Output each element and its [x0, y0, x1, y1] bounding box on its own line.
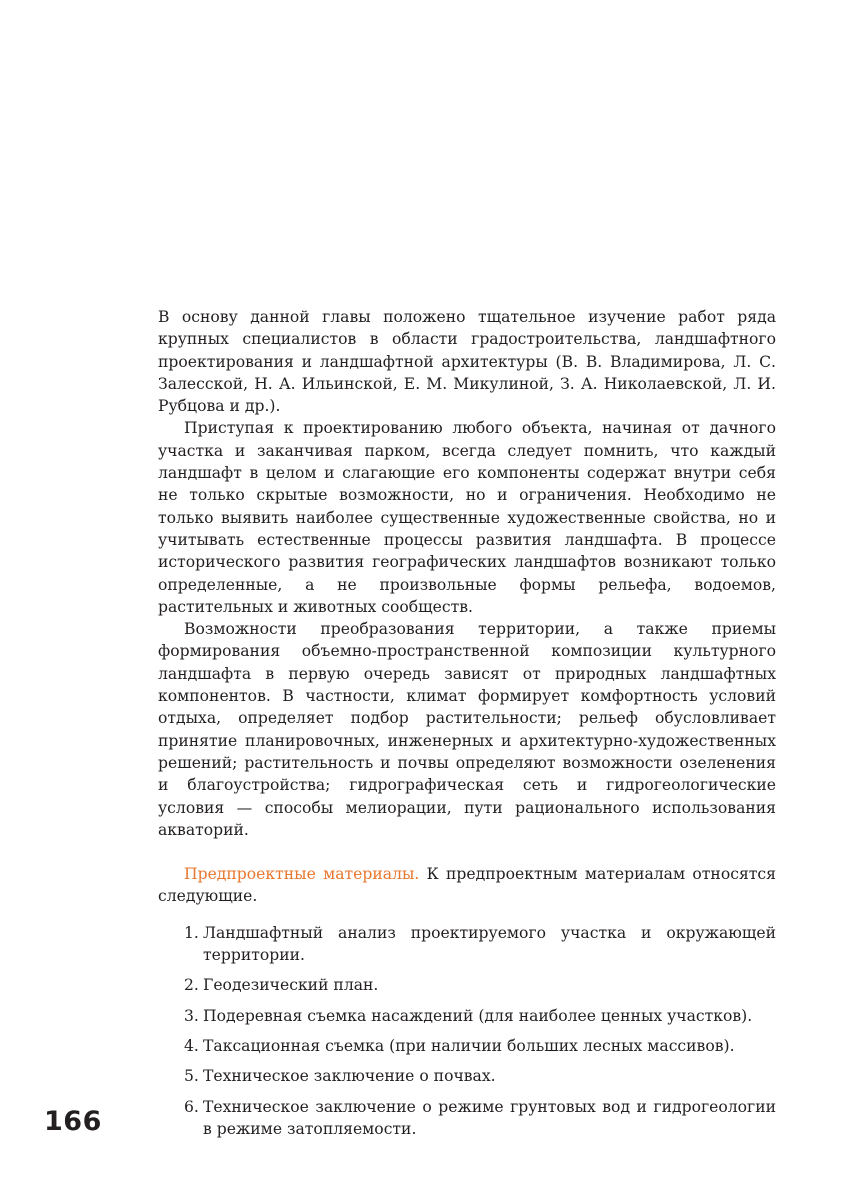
list-item: [158, 974, 776, 996]
list-item: [158, 1096, 776, 1141]
list-item: [158, 922, 776, 967]
list-item-number: 3.: [184, 1006, 199, 1025]
list-item: [158, 1005, 776, 1027]
list-item-number: 6.: [184, 1097, 199, 1116]
list-item-text: Таксационная съемка (при наличии больших лесных массивов).: [203, 1036, 735, 1055]
list-item-text: Ландшафтный анализ проектируемого участка и окружающей территории.: [203, 923, 776, 965]
section-title: Предпроектные материалы.: [184, 865, 420, 884]
list-item-number: 4.: [184, 1036, 199, 1055]
body-text: [158, 306, 776, 1148]
list-item-text: Подеревная съемка насаждений (для наиболее ценных участков).: [203, 1006, 753, 1025]
section-intro: К предпроектным материалам относятся следующие.: [158, 865, 776, 906]
list-item-text: Техническое заключение о почвах.: [203, 1067, 496, 1086]
paragraph-landscape: Приступая к проектированию любого объекта, начиная от дачного участка и заканчивая парком, всегда следует помнить, что каждый ландшафт в целом и слагающие его компоненты содержат внутри себя не только скрытые возможности, но и ограничения. Необходимо не только выявить наиболее существенные художественные свойства, но и учитывать естественные процессы развития ландшафта. В процессе исторического развития географических ландшафтов возникают только определенные, а не произвольные формы рельефа, водоемов, растительных и животных сообществ.: [158, 419, 776, 616]
list-item: [158, 1065, 776, 1087]
list-item-text: Геодезический план.: [203, 976, 379, 995]
paragraph-intro: В основу данной главы положено тщательное изучение работ ряда крупных специалистов в области градостроительства, ландшафтного проектирования и ландшафтной архитектуры (В. В. Владимирова, Л. С. Залесской, Н. А. Ильинской, Е. М. Микулиной, З. А. Николаевской, Л. И. Рубцова и др.).: [158, 308, 776, 416]
section-preproject: [158, 863, 776, 908]
list-item: [158, 1035, 776, 1057]
list-item-number: 5.: [184, 1067, 199, 1086]
list-item-text: Техническое заключение о режиме грунтовых вод и гидрогеологии в режиме затопляемости.: [203, 1097, 776, 1138]
materials-list: [158, 922, 776, 1140]
paragraph-transformation: Возможности преобразования территории, а также приемы формирования объемно-пространственной композиции культурного ландшафта в первую очередь зависят от природных ландшафтных компонентов. В частности, климат формирует комфортность условий отдыха, определяет подбор растительности; рельеф обусловливает принятие планировочных, инженерных и архитектурно-художественных решений; растительность и почвы определяют возможности озеленения и благоустройства; гидрографическая сеть и гидрогеологические условия — способы мелиорации, пути рационального использования акваторий.: [158, 620, 776, 839]
list-item-number: 1.: [184, 923, 199, 942]
list-item-number: 2.: [184, 976, 199, 995]
page-number: 166: [44, 1106, 102, 1137]
